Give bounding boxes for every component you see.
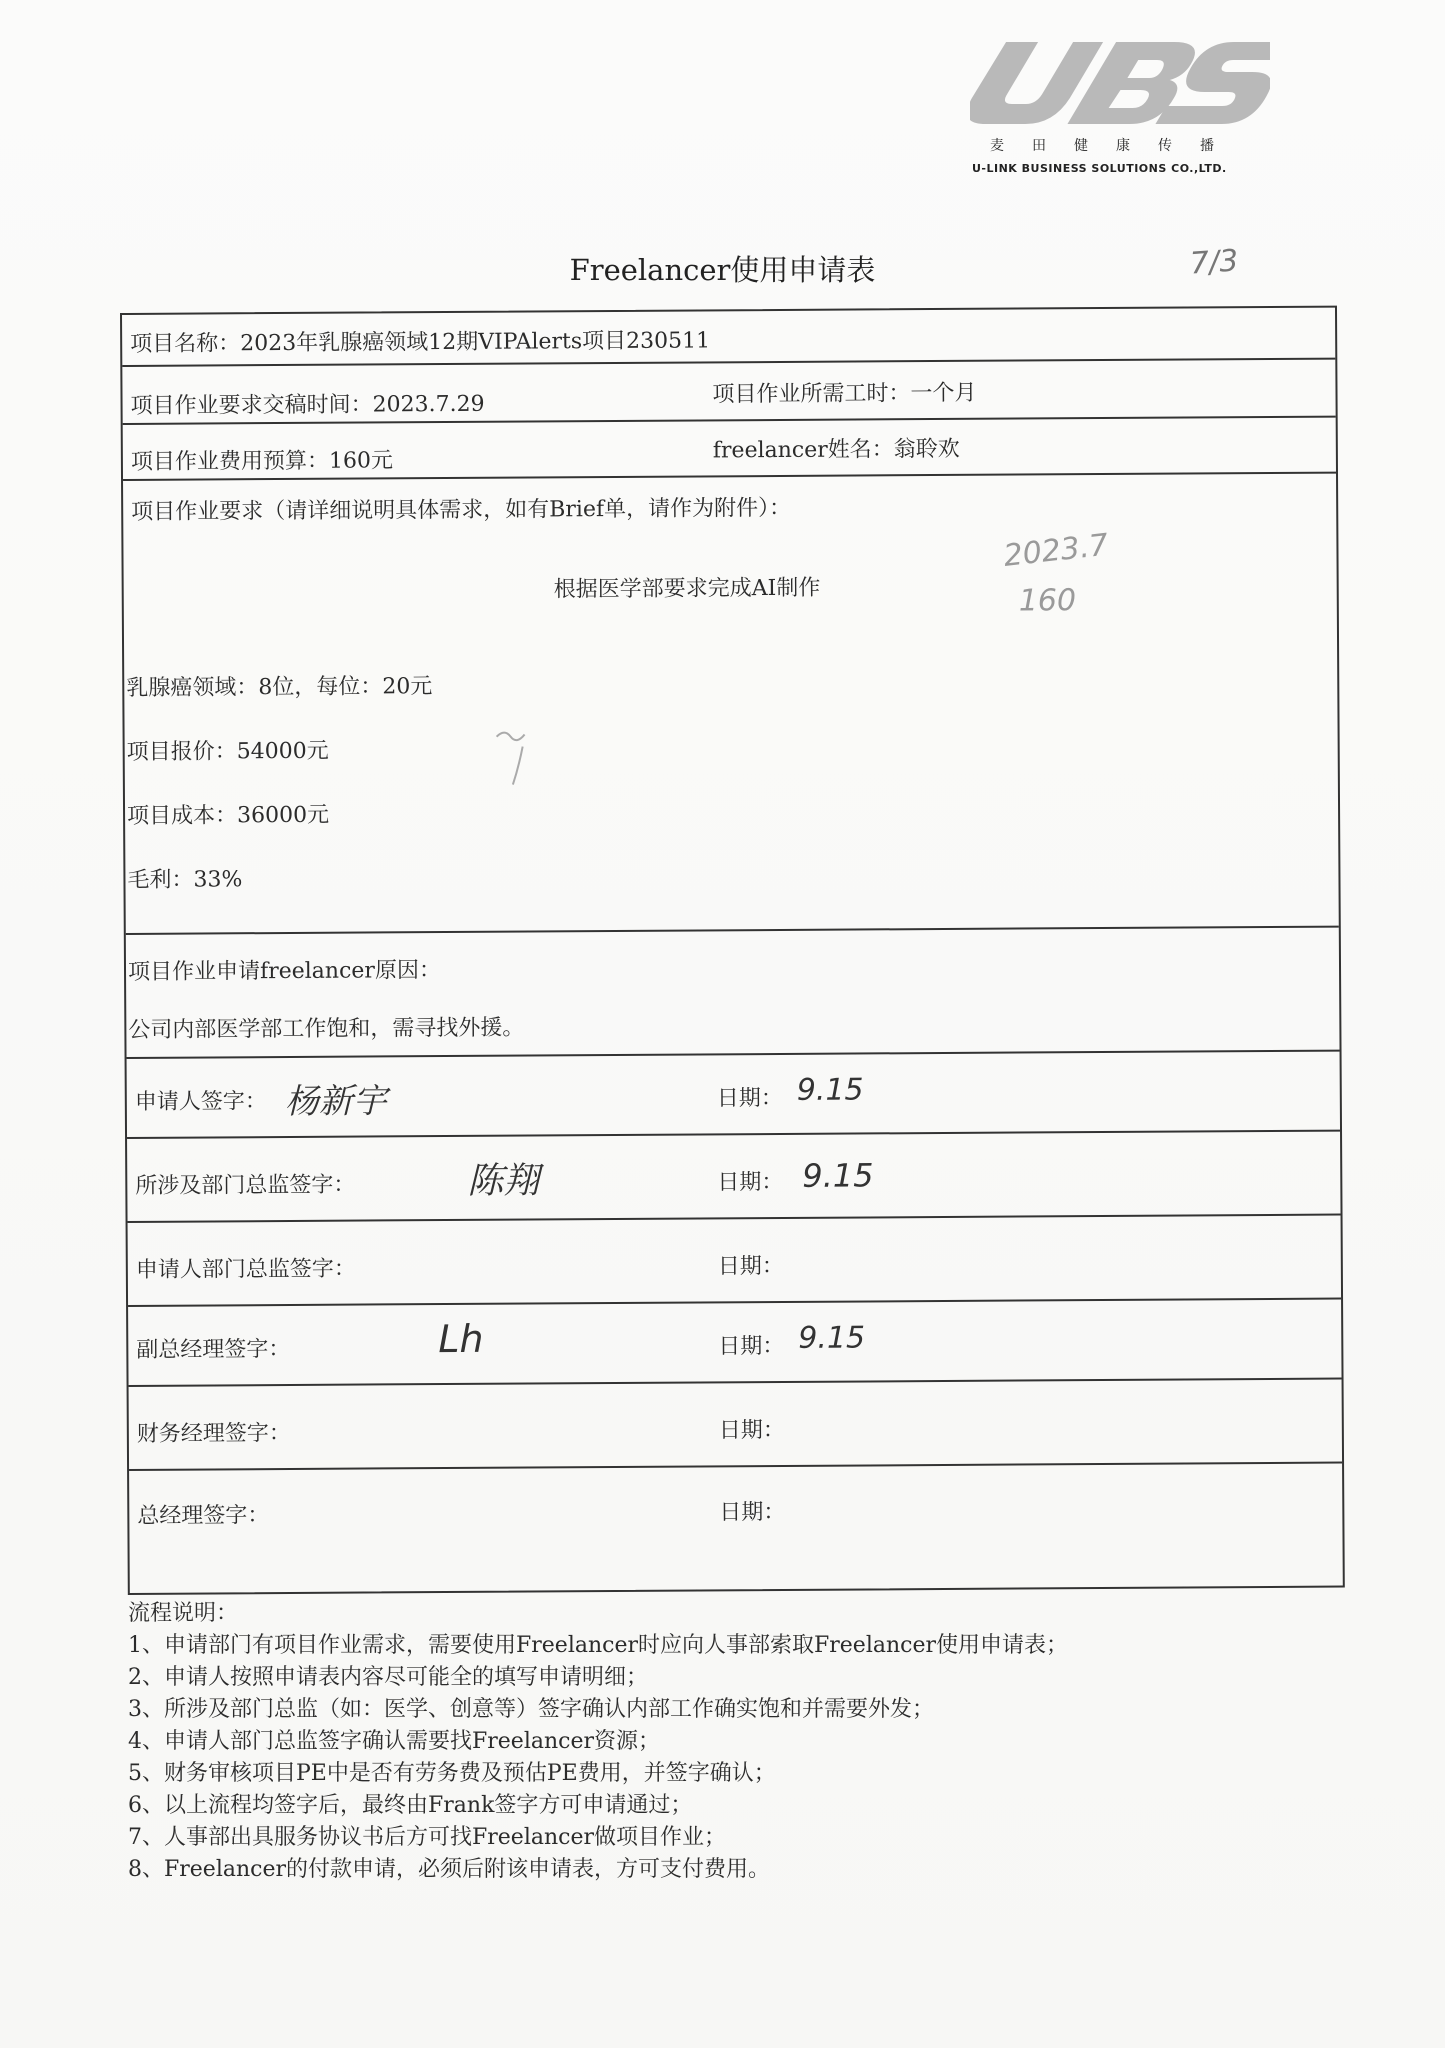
handwritten-date: 9.15 — [798, 1320, 866, 1356]
project-name-field: 项目名称：2023年乳腺癌领域12期VIPAlerts项目230511 — [130, 328, 711, 357]
ubs-logo-mark-icon — [970, 30, 1270, 130]
process-step: 1、申请部门有项目作业需求，需要使用Freelancer时应向人事部索取Freelancer使用申请表； — [128, 1633, 1068, 1658]
row-requirements — [123, 472, 1339, 935]
row-reason — [126, 926, 1340, 1059]
reason-text: 公司内部医学部工作饱和，需寻找外援。 — [128, 1015, 525, 1043]
requirements-label: 项目作业要求（请详细说明具体需求，如有Brief单，请作为附件）： — [131, 495, 792, 525]
handwritten-date: 9.15 — [802, 1156, 874, 1195]
handwritten-amount-note: 160 — [1018, 583, 1077, 619]
signature-row — [128, 1214, 1342, 1307]
handwritten-date-note: 2023.7 — [1001, 527, 1111, 574]
row-deadline — [122, 358, 1335, 425]
date-label: 日期： — [718, 1333, 785, 1360]
signature-row — [129, 1462, 1343, 1595]
row-project-name — [122, 308, 1335, 365]
signature-label: 财务经理签字： — [136, 1420, 291, 1447]
signature-row — [127, 1050, 1340, 1139]
date-label: 日期： — [716, 1085, 783, 1112]
pricing-line: 毛利：33% — [127, 867, 243, 893]
application-form-table — [120, 306, 1345, 1595]
logo-english-name: U-LINK BUSINESS SOLUTIONS CO.,LTD. — [972, 162, 1227, 175]
handwritten-signature: Lh — [438, 1316, 484, 1362]
date-label: 日期： — [717, 1253, 784, 1280]
company-logo — [960, 30, 1290, 190]
budget-field: 项目作业费用预算：160元 — [130, 448, 393, 475]
signature-row — [127, 1130, 1341, 1223]
handwritten-corner-mark: 7/3 — [1188, 243, 1240, 282]
signature-label: 申请人部门总监签字： — [135, 1256, 356, 1283]
date-label: 日期： — [718, 1417, 785, 1444]
process-step: 4、申请人部门总监签字确认需要找Freelancer资源； — [128, 1729, 660, 1754]
reason-label: 项目作业申请freelancer原因： — [127, 958, 441, 985]
process-notes — [128, 1598, 1328, 1886]
handwritten-date: 9.15 — [796, 1072, 864, 1108]
signature-label: 总经理签字： — [137, 1503, 270, 1529]
signature-row — [129, 1378, 1343, 1471]
process-step: 6、以上流程均签字后，最终由Frank签字方可申请通过； — [128, 1793, 693, 1818]
process-step: 5、财务审核项目PE中是否有劳务费及预估PE费用，并签字确认； — [128, 1761, 776, 1786]
signature-row — [128, 1298, 1341, 1387]
pricing-line: 项目成本：36000元 — [126, 802, 330, 829]
process-step: 8、Freelancer的付款申请，必须后附该申请表，方可支付费用。 — [128, 1857, 770, 1882]
handwritten-check-mark — [484, 718, 544, 788]
freelancer-name-field: freelancer姓名：翁聆欢 — [712, 436, 960, 464]
requirements-text: 根据医学部要求完成AI制作 — [553, 575, 821, 603]
signature-label: 副总经理签字： — [136, 1336, 291, 1363]
process-step: 7、人事部出具服务协议书后方可找Freelancer做项目作业； — [128, 1825, 726, 1850]
process-step: 3、所涉及部门总监（如：医学、创意等）签字确认内部工作确实饱和并需要外发； — [128, 1697, 934, 1722]
signature-label: 所涉及部门总监签字： — [135, 1172, 356, 1199]
date-label: 日期： — [719, 1499, 786, 1526]
signature-label: 申请人签字： — [134, 1089, 267, 1115]
work-time-field: 项目作业所需工时：一个月 — [712, 380, 977, 408]
handwritten-signature: 陈翔 — [467, 1160, 540, 1202]
form-title: Freelancer使用申请表 — [569, 253, 876, 287]
handwritten-signature: 杨新宇 — [284, 1081, 387, 1123]
deadline-field: 项目作业要求交稿时间：2023.7.29 — [130, 391, 485, 419]
pricing-line: 项目报价：54000元 — [126, 738, 329, 765]
process-heading: 流程说明： — [128, 1601, 239, 1626]
row-budget — [123, 416, 1336, 481]
pricing-line: 乳腺癌领域：8位，每位：20元 — [126, 674, 433, 701]
logo-chinese-name: 麦田健康传播 — [990, 138, 1242, 154]
process-step: 2、申请人按照申请表内容尽可能全的填写申请明细； — [128, 1665, 648, 1690]
date-label: 日期： — [717, 1169, 784, 1196]
